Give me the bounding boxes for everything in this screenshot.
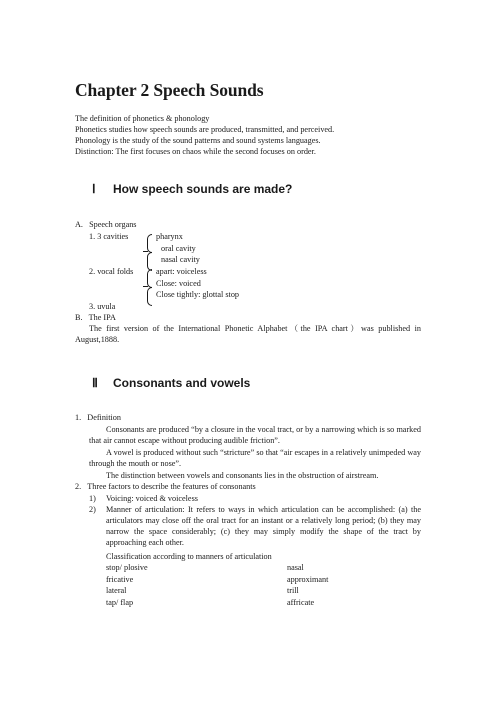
section-2-title: Consonants and vowels xyxy=(113,376,251,390)
classification-title: Classification according to manners of articulation xyxy=(106,552,272,561)
section-1-title: How speech sounds are made? xyxy=(113,182,293,196)
manner-paragraph: Manner of articulation: It refers to ways in which articulation can be accomplished: (a) the articulators may close off the oral tract for an instant or a relatively long period; (b) they may narrow the space considerably; (c) they may simply modify the shape of the tract by approaching each other. xyxy=(106,505,421,547)
manner-nasal: nasal xyxy=(287,563,304,572)
section-2-heading xyxy=(92,376,250,390)
vocal-folds-apart: apart: voiceless xyxy=(156,267,207,276)
subsection-a-title: Speech organs xyxy=(89,220,137,229)
manner-affricate: affricate xyxy=(287,598,315,607)
factors-marker: 2. xyxy=(75,482,82,491)
intro-line-1: The definition of phonetics & phonology xyxy=(75,114,210,123)
manner-trill: trill xyxy=(287,586,299,595)
subsection-b-title: The IPA xyxy=(88,313,116,322)
cavities-brace-tip xyxy=(143,251,148,252)
voicing-text: Voicing: voiced & voiceless xyxy=(106,494,198,503)
cavity-nasal: nasal cavity xyxy=(161,255,200,264)
intro-line-4: Distinction: The first focuses on chaos while the second focuses on order. xyxy=(75,147,316,156)
vocal-folds-close: Close: voiced xyxy=(156,279,201,288)
cavities-label: 1. 3 cavities xyxy=(89,232,129,241)
manner-fricative: fricative xyxy=(106,575,134,584)
ipa-paragraph: The first version of the International Phonetic Alphabet（the IPA chart）was published in August,1888. xyxy=(75,324,421,344)
uvula-label: 3. uvula xyxy=(89,302,116,311)
subsection-b-marker: B. xyxy=(75,313,83,322)
vocal-folds-close-tightly: Close tightly: glottal stop xyxy=(156,290,240,299)
section-1-heading xyxy=(92,182,292,196)
definition-consonant: Consonants are produced “by a closure in the vocal tract, or by a narrowing which is so marked that air cannot escape without producing audible friction”. xyxy=(89,425,421,445)
subsection-a-marker: A. xyxy=(75,220,83,229)
section-1-numeral: Ⅰ xyxy=(92,182,96,196)
definition-title: Definition xyxy=(87,413,121,422)
manner-approximant: approximant xyxy=(287,575,329,584)
voicing-marker: 1) xyxy=(89,494,96,503)
vocal-folds-label: 2. vocal folds xyxy=(89,267,134,276)
intro-line-2: Phonetics studies how speech sounds are produced, transmitted, and perceived. xyxy=(75,125,335,134)
manner-tap: tap/ flap xyxy=(106,598,134,607)
intro-line-3: Phonology is the study of the sound patterns and sound systems languages. xyxy=(75,136,321,145)
factors-heading xyxy=(75,481,256,492)
factors-title: Three factors to describe the features of consonants xyxy=(87,482,256,491)
cavity-pharynx: pharynx xyxy=(156,232,183,241)
manner-stop: stop/ plosive xyxy=(106,563,148,572)
definition-marker: 1. xyxy=(75,413,82,422)
vocal-folds-brace-tip xyxy=(143,286,148,287)
chapter-title: Chapter 2 Speech Sounds xyxy=(75,80,264,100)
manner-lateral: lateral xyxy=(106,586,127,595)
manner-marker: 2) xyxy=(89,505,96,514)
subsection-b xyxy=(75,312,116,323)
subsection-a xyxy=(75,219,136,230)
section-2-numeral: Ⅱ xyxy=(92,376,98,390)
definition-distinction: The distinction between vowels and consonants lies in the obstruction of airstream. xyxy=(106,471,379,480)
cavity-oral: oral cavity xyxy=(161,244,196,253)
definition-vowel: A vowel is produced without such “stricture” so that “air escapes in a relatively unimpeded way through the mouth or nose”. xyxy=(89,448,421,468)
definition-heading xyxy=(75,412,121,423)
vocal-folds-brace-lower xyxy=(147,287,152,306)
